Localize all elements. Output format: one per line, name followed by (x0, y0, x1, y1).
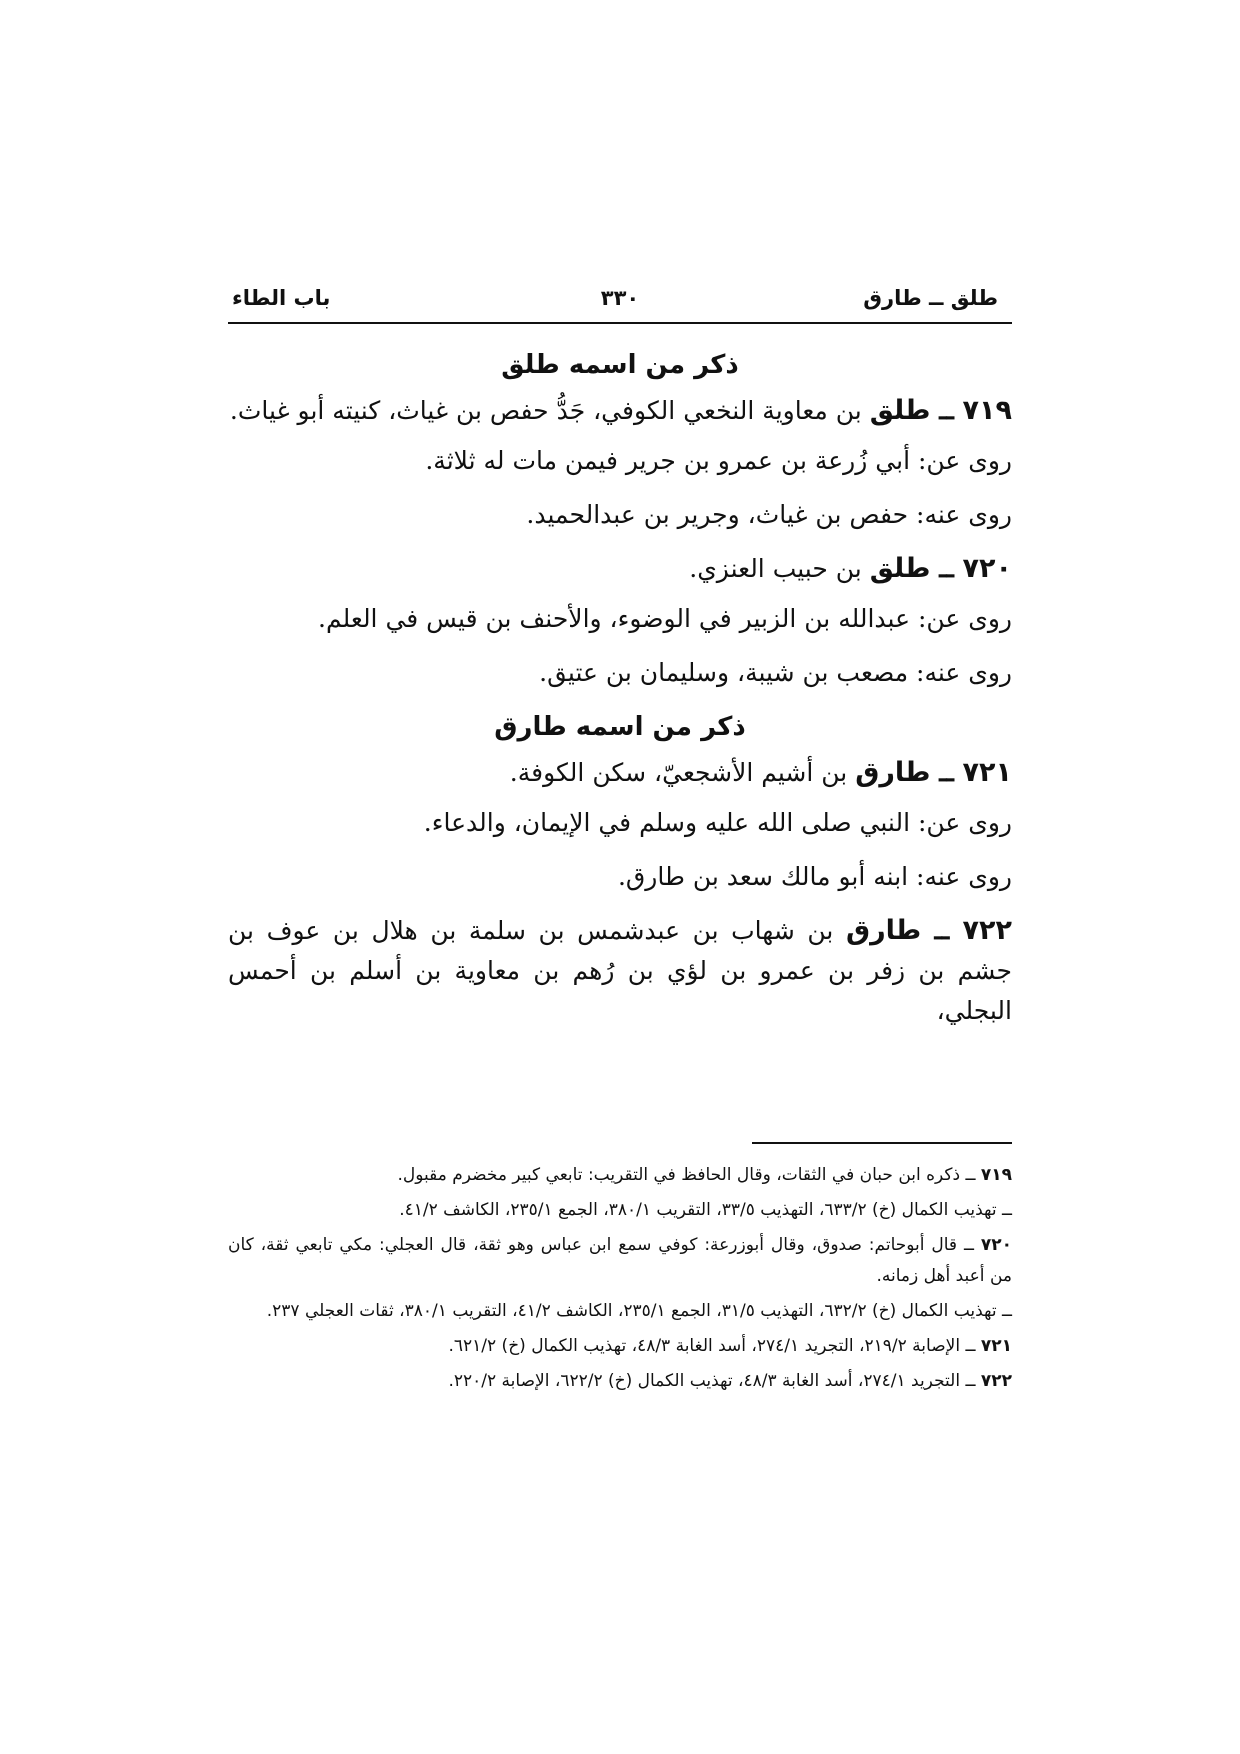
narrated-from: روى عن: النبي صلى الله عليه وسلم في الإيمان، والدعاء. (423, 808, 1012, 837)
entry-719 (228, 391, 1012, 431)
entry-720 (228, 549, 1012, 589)
entry-722 (228, 911, 1012, 1031)
section-heading: ذكر من اسمه طلق (501, 350, 739, 380)
entry-dash: ــ (930, 396, 963, 425)
narrated-by: روى عنه: حفص بن غياث، وجرير بن عبدالحميد. (526, 500, 1012, 529)
footnote-number: ٧٢٠ (980, 1235, 1012, 1255)
entry-number: ٧٢٠ (962, 553, 1012, 584)
entry-dash: ــ (930, 758, 963, 787)
footnote-720: ٧٢٠ ــ قال أبوحاتم: صدوق، وقال أبوزرعة: كوفي سمع ابن عباس وهو ثقة، قال العجلي: مكي تابعي ثقة، كان من أعبد أهل زمانه. (228, 1235, 1012, 1286)
entry-dash: ــ (930, 554, 963, 583)
footnote-721: ٧٢١ ــ الإصابة ٢١٩/٢، التجريد ٢٧٤/١، أسد الغابة ٤٨/٣، تهذيب الكمال (خ) ٦٢١/٢. (448, 1336, 1012, 1356)
footnote-text: التجريد ٢٧٤/١، أسد الغابة ٤٨/٣، تهذيب الكمال (خ) ٦٢٢/٢، الإصابة ٢٢٠/٢. (448, 1371, 961, 1391)
entry-number: ٧٢١ (962, 757, 1012, 788)
section-heading: ذكر من اسمه طارق (494, 712, 746, 742)
footnote-text: ذكره ابن حبان في الثقات، وقال الحافظ في التقريب: تابعي كبير مخضرم مقبول. (397, 1165, 961, 1185)
footnote-text: الإصابة ٢١٩/٢، التجريد ٢٧٤/١، أسد الغابة ٤٨/٣، تهذيب الكمال (خ) ٦٢١/٢. (448, 1336, 961, 1356)
footnote-number: ٧٢١ (980, 1336, 1012, 1356)
footnote-sources: ــ تهذيب الكمال (خ) ٦٣٢/٢، التهذيب ٣١/٥، الجمع ٢٣٥/١، الكاشف ٤١/٢، التقريب ٣٨٠/١، ثقات العجلي ٢٣٧. (266, 1301, 1012, 1321)
footnote-number: ٧١٩ (980, 1165, 1012, 1185)
entry-text: بن معاوية النخعي الكوفي، جَدُّ حفص بن غياث، كنيته أبو غياث. (229, 396, 862, 425)
header-section-title: طلق ــ طارق (863, 286, 998, 310)
entry-number: ٧٢٢ (962, 915, 1012, 946)
entry-721 (228, 753, 1012, 793)
entry-name: طارق (845, 915, 922, 946)
footnote-sources-text: تهذيب الكمال (خ) ٦٣٢/٢، التهذيب ٣١/٥، الجمع ٢٣٥/١، الكاشف ٤١/٢، التقريب ٣٨٠/١، ثقات العجلي ٢٣٧. (266, 1301, 997, 1321)
footnote-text: قال أبوحاتم: صدوق، وقال أبوزرعة: كوفي سمع ابن عباس وهو ثقة، قال العجلي: مكي تابعي ثقة، كان من أعبد أهل زمانه. (228, 1235, 1012, 1286)
entry-name: طلق (869, 553, 931, 584)
entry-text: بن شهاب بن عبدشمس بن سلمة بن هلال بن عوف بن جشم بن زفر بن عمرو بن لؤي بن رُهم بن معاوية بن أسلم بن أحمس البجلي، (228, 916, 1012, 1025)
header-chapter-title: باب الطاء (232, 286, 331, 310)
narrated-from: روى عن: عبدالله بن الزبير في الوضوء، والأحنف بن قيس في العلم. (318, 604, 1012, 633)
entry-number: ٧١٩ (962, 395, 1012, 426)
footnote-separator (752, 1142, 1012, 1144)
narrated-from: روى عن: أبي زُرعة بن عمرو بن جرير فيمن مات له ثلاثة. (425, 446, 1012, 475)
entry-name: طارق (855, 757, 931, 788)
entry-text: بن أشيم الأشجعيّ، سكن الكوفة. (509, 758, 848, 787)
entry-name: طلق (869, 395, 931, 426)
entry-dash: ــ (921, 916, 963, 945)
footnote-number: ٧٢٢ (980, 1371, 1012, 1391)
entry-text: بن حبيب العنزي. (689, 554, 862, 583)
footnote-719: ٧١٩ ــ ذكره ابن حبان في الثقات، وقال الحافظ في التقريب: تابعي كبير مخضرم مقبول. (397, 1165, 1012, 1185)
main-text (228, 345, 1012, 1041)
narrated-by: روى عنه: مصعب بن شيبة، وسليمان بن عتيق. (539, 658, 1012, 687)
footnote-722: ٧٢٢ ــ التجريد ٢٧٤/١، أسد الغابة ٤٨/٣، تهذيب الكمال (خ) ٦٢٢/٢، الإصابة ٢٢٠/٢. (448, 1371, 1012, 1391)
footnotes (228, 1160, 1012, 1401)
narrated-by: روى عنه: ابنه أبو مالك سعد بن طارق. (617, 862, 1012, 891)
running-header (228, 280, 1012, 324)
page-number: ٣٣٠ (600, 286, 640, 310)
footnote-sources-text: تهذيب الكمال (خ) ٦٣٣/٢، التهذيب ٣٣/٥، التقريب ٣٨٠/١، الجمع ٢٣٥/١، الكاشف ٤١/٢. (399, 1200, 997, 1220)
book-page (228, 0, 1012, 1754)
footnote-sources: ــ تهذيب الكمال (خ) ٦٣٣/٢، التهذيب ٣٣/٥، التقريب ٣٨٠/١، الجمع ٢٣٥/١، الكاشف ٤١/٢. (399, 1200, 1012, 1220)
